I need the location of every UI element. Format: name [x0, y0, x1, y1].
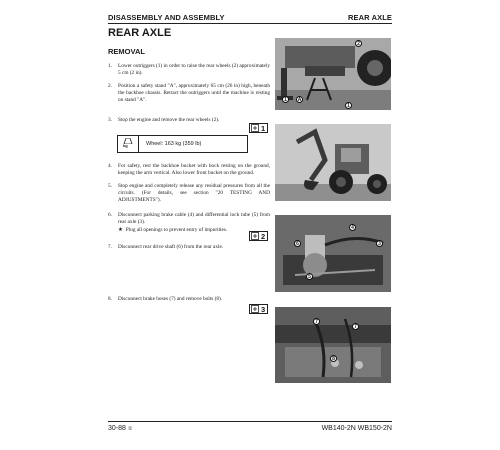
photo-backhoe: [275, 124, 391, 201]
callout: A: [297, 97, 302, 103]
callout: 1: [282, 96, 289, 103]
header-topic: REAR AXLE: [348, 13, 392, 22]
step-number: 2.: [108, 83, 112, 89]
weight-text: Wheel: 163 kg (359 lb): [146, 141, 202, 147]
callout: 1: [345, 102, 352, 109]
weight-icon-label: kg: [123, 143, 128, 148]
key-icon: [251, 305, 259, 313]
step-number: 5.: [108, 183, 112, 189]
step-8: [108, 296, 270, 303]
page-number: [108, 425, 132, 432]
weight-icon: [118, 136, 139, 152]
callout: 3: [376, 240, 383, 247]
step-text: Disconnect parking brake cable (4) and differential lock tube (5) from rear axle (3).: [118, 212, 270, 225]
callout: 7: [313, 318, 320, 325]
ref-box-3: [249, 304, 268, 314]
step-5: [108, 183, 270, 203]
page-title: REAR AXLE: [108, 27, 172, 39]
step-1: [108, 63, 270, 77]
callout: 7: [352, 323, 359, 330]
key-icon: [251, 124, 259, 132]
callout: 5: [306, 273, 313, 280]
step-2: [108, 83, 270, 103]
note: [118, 227, 268, 234]
photo-safety-stand: [275, 38, 391, 110]
step-4: [108, 163, 270, 177]
step-text: For safety, rest the backhoe bucket with bock resting on the ground, keeping the arm vertical. Also lower front bucket on the ground.: [118, 163, 270, 176]
step-number: 6.: [108, 212, 112, 218]
weight-box: [117, 135, 248, 153]
note-text: Plug all openings to prevent entry of impurities.: [125, 227, 228, 233]
step-number: 4.: [108, 163, 112, 169]
step-number: 1.: [108, 63, 112, 69]
step-7: [108, 244, 270, 251]
photo-brake-cable: [275, 215, 391, 292]
step-text: Position a safety stand "A", approximately 65 cm (26 in) high, beneath the backhoe chassis. Retract the outriggers until the machine is resting on stand "A".: [118, 83, 270, 103]
photo-brake-cable-image: [275, 215, 391, 292]
step-text: Lower outriggers (1) in order to raise the rear wheels (2) approximately 5 cm (2 in).: [118, 63, 270, 76]
model-name: WB140-2N WB150-2N: [321, 425, 392, 432]
callout: 6: [294, 240, 301, 247]
step-number: 8.: [108, 296, 112, 302]
step-text: Disconnect brake hoses (7) and remove bolts (8).: [118, 296, 223, 302]
ref-number: 2: [261, 231, 266, 241]
step-text: Stop engine and completely release any residual pressures from all the circuits. (For details, see section "20 TESTING AND ADJUSTMENTS").: [118, 183, 270, 203]
page-header: [108, 13, 392, 22]
star-icon: ★: [118, 227, 123, 233]
callout: 2: [355, 40, 362, 47]
ref-number: 1: [261, 123, 266, 133]
step-text: Disconnect rear drive shaft (6) from the rear axle.: [118, 244, 224, 250]
step-number: 7.: [108, 244, 112, 250]
photo-brake-hoses-image: [275, 307, 391, 383]
header-rule: [108, 23, 392, 24]
ref-number: 3: [261, 304, 266, 314]
footer-rule: [108, 421, 392, 422]
key-icon: [251, 232, 259, 240]
step-3: [108, 117, 270, 124]
step-6: [108, 212, 270, 226]
step-number: 3.: [108, 117, 112, 123]
page-number-text: 30-88: [108, 425, 126, 432]
photo-brake-hoses: [275, 307, 391, 383]
ref-box-1: [249, 123, 268, 133]
photo-safety-stand-image: [275, 38, 391, 110]
callout: 4: [349, 224, 356, 231]
callout: 8: [330, 355, 337, 362]
revision-mark: ①: [127, 426, 133, 432]
photo-backhoe-image: [275, 124, 391, 201]
ref-box-2: [249, 231, 268, 241]
section-heading: REMOVAL: [108, 47, 145, 56]
header-section: DISASSEMBLY AND ASSEMBLY: [108, 13, 225, 22]
step-text: Stop the engine and remove the rear wheels (2).: [118, 117, 220, 123]
